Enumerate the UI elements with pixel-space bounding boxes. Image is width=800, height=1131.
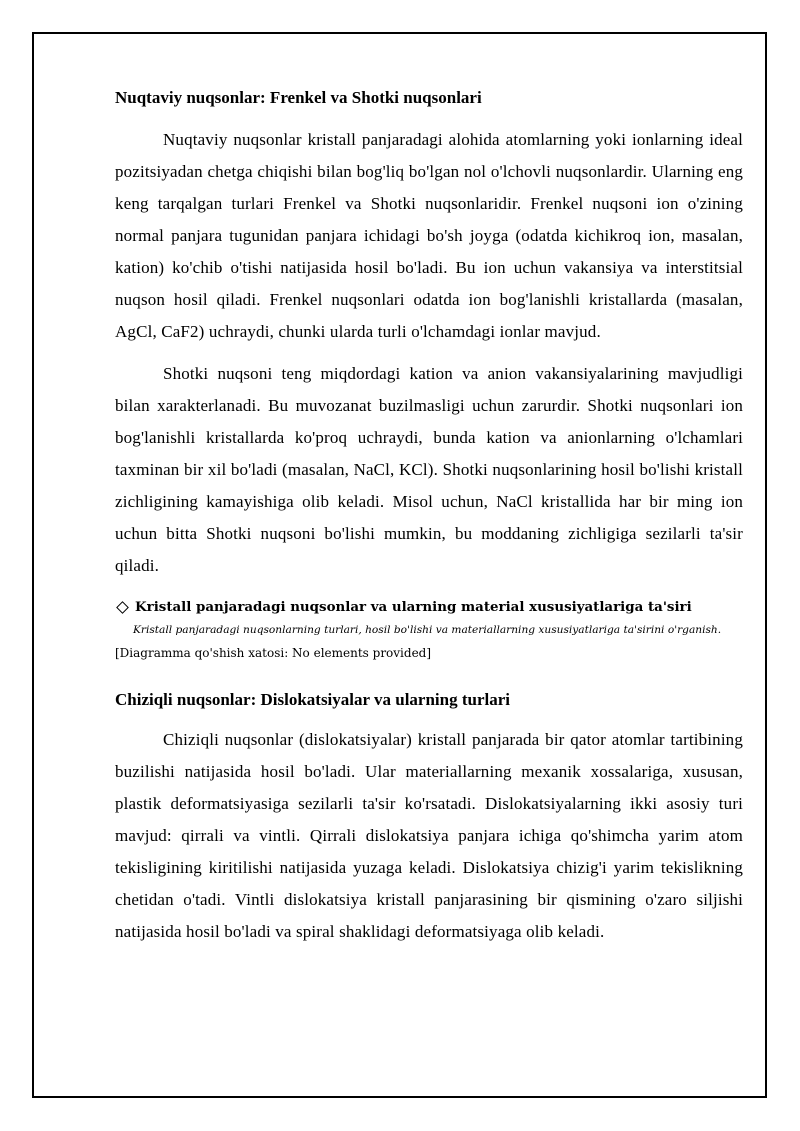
paragraph-schottky: Shotki nuqsoni teng miqdordagi kation va anion vakansiyalarining mavjudligi bilan xarakterlanadi. Bu muvozanat buzilmasligi uchun zarurdir. Shotki nuqsonlari ion bog'lanishli kristallarda ko'proq uchraydi, bunda kation va anionlarning o'lchamlari taxminan bir xil bo'ladi (masalan, NaCl, KCl). Shotki nuqsonlarining hosil bo'lishi kristall zichligining kamayishiga olib keladi. Misol uchun, NaCl kristallida har bir ming ion uchun bitta Shotki nuqsoni bo'lishi mumkin, bu moddaning zichligiga sezilarli ta'sir qiladi. [115,364,743,575]
diamond-icon [116,601,129,614]
diagram-block [115,596,743,664]
paragraph-frenkel: Nuqtaviy nuqsonlar kristall panjaradagi alohida atomlarning yoki ionlarning ideal pozitsiyadan chetga chiqishi bilan bog'liq bo'lgan nol o'lchovli nuqsonlardir. Ularning eng keng tarqalgan turlari Frenkel va Shotki nuqsonlaridir. Frenkel nuqsoni ion o'zining normal panjara tugunidan panjara ichidagi bo'sh joyga (odatda kichikroq ion, masalan, kation) ko'chib o'tishi natijasida hosil bo'ladi. Bu ion uchun vakansiya va interstitsial nuqson hosil qiladi. Frenkel nuqsonlari odatda ion bog'lanishli kristallarda (masalan, AgCl, CaF2) uchraydi, chunki ularda turli o'lchamdagi ionlar mavjud. [115,130,743,341]
document-body [115,86,743,948]
section-heading-line-defects: Chiziqli nuqsonlar: Dislokatsiyalar va ularning turlari [115,690,511,709]
section-heading-point-defects: Nuqtaviy nuqsonlar: Frenkel va Shotki nuqsonlari [115,88,482,107]
diagram-title [115,596,743,618]
paragraph-dislocations: Chiziqli nuqsonlar (dislokatsiyalar) kristall panjarada bir qator atomlar tartibining buzilishi natijasida hosil bo'ladi. Ular materiallarning mexanik xossalariga, xususan, plastik deformatsiyasiga sezilarli ta'sir ko'rsatadi. Dislokatsiyalarning ikki asosiy turi mavjud: qirrali va vintli. Qirrali dislokatsiya panjara ichiga qo'shimcha yarim atom tekisligining kiritilishi natijasida yuzaga keladi. Dislokatsiya chizig'i yarim tekislikning chetidan o'tadi. Vintli dislokatsiya kristall panjarasining bir qismining o'zaro siljishi natijasida hosil bo'ladi va spiral shaklidagi deformatsiyaga olib keladi. [115,730,743,941]
diagram-error-message: [Diagramma qo'shish xatosi: No elements provided] [115,646,432,660]
diagram-subtitle: Kristall panjaradagi nuqsonlarning turlari, hosil bo'lishi va materiallarning xususiyatlariga ta'sirini o'rganish. [133,624,722,636]
diagram-title-text: Kristall panjaradagi nuqsonlar va ularning material xususiyatlariga ta'siri [135,599,692,615]
